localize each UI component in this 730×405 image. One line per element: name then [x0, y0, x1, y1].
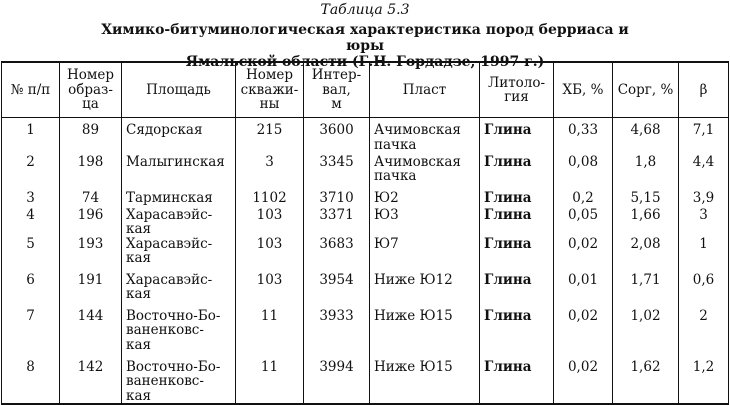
cell-hb: 0,05: [554, 208, 613, 237]
cell-corg: 4,68: [613, 118, 679, 155]
table-row: [2, 360, 729, 405]
cell-area: Сядорская: [122, 118, 236, 155]
cell-corg: 1,71: [613, 273, 679, 309]
table-row: [2, 273, 729, 309]
table-caption: Таблица 5.3: [320, 2, 410, 18]
col-header-area: Площадь: [122, 62, 236, 118]
cell-num: 7: [2, 309, 60, 360]
cell-layer: Ю7: [370, 237, 480, 273]
cell-interval: 3683: [304, 237, 370, 273]
col-header-interval: Интер- вал, м: [304, 62, 370, 118]
cell-area: Малыгинская: [122, 155, 236, 191]
col-header-sample: Номер образ- ца: [60, 62, 122, 118]
cell-beta: 3,9: [679, 191, 729, 208]
cell-corg: 2,08: [613, 237, 679, 273]
cell-well: 215: [236, 118, 304, 155]
cell-layer: Ниже Ю15: [370, 360, 480, 405]
header-row: [2, 62, 729, 118]
col-header-lithology: Литоло- гия: [480, 62, 554, 118]
cell-interval: 3371: [304, 208, 370, 237]
cell-beta: 4,4: [679, 155, 729, 191]
cell-num: 4: [2, 208, 60, 237]
cell-beta: 3: [679, 208, 729, 237]
cell-area: Восточно-Бо- ваненковс- кая: [122, 309, 236, 360]
cell-sample: 198: [60, 155, 122, 191]
cell-sample: 89: [60, 118, 122, 155]
cell-layer: Ю2: [370, 191, 480, 208]
cell-hb: 0,33: [554, 118, 613, 155]
data-table: [1, 61, 729, 405]
cell-num: 3: [2, 191, 60, 208]
cell-well: 3: [236, 155, 304, 191]
col-header-layer: Пласт: [370, 62, 480, 118]
cell-well: 103: [236, 208, 304, 237]
cell-hb: 0,02: [554, 360, 613, 405]
cell-hb: 0,2: [554, 191, 613, 208]
cell-well: 103: [236, 237, 304, 273]
cell-sample: 74: [60, 191, 122, 208]
cell-lithology: Глина: [480, 237, 554, 273]
cell-lithology: Глина: [480, 155, 554, 191]
cell-hb: 0,02: [554, 309, 613, 360]
cell-lithology: Глина: [480, 273, 554, 309]
cell-area: Харасавэйс- кая: [122, 273, 236, 309]
cell-num: 5: [2, 237, 60, 273]
cell-sample: 144: [60, 309, 122, 360]
cell-lithology: Глина: [480, 191, 554, 208]
cell-lithology: Глина: [480, 118, 554, 155]
col-header-hb: ХБ, %: [554, 62, 613, 118]
col-header-beta: β: [679, 62, 729, 118]
cell-interval: 3954: [304, 273, 370, 309]
cell-hb: 0,01: [554, 273, 613, 309]
cell-num: 6: [2, 273, 60, 309]
cell-interval: 3345: [304, 155, 370, 191]
cell-hb: 0,08: [554, 155, 613, 191]
cell-interval: 3710: [304, 191, 370, 208]
title-line-1: Химико-битуминологическая характеристика пород берриаса и юры: [101, 22, 629, 54]
cell-area: Тарминская: [122, 191, 236, 208]
cell-well: 11: [236, 360, 304, 405]
cell-beta: 1: [679, 237, 729, 273]
cell-corg: 1,62: [613, 360, 679, 405]
cell-num: 1: [2, 118, 60, 155]
cell-lithology: Глина: [480, 309, 554, 360]
table-row: [2, 155, 729, 191]
table-body: [2, 118, 729, 405]
title-line-2: Ямальской области (Г.Н. Гордадзе, 1997 г.): [185, 54, 545, 70]
cell-sample: 191: [60, 273, 122, 309]
cell-area: Харасавэйс- кая: [122, 208, 236, 237]
table-row: [2, 309, 729, 360]
cell-layer: Ниже Ю15: [370, 309, 480, 360]
cell-num: 8: [2, 360, 60, 405]
cell-well: 11: [236, 309, 304, 360]
cell-corg: 1,02: [613, 309, 679, 360]
col-header-num: № п/п: [2, 62, 60, 118]
cell-corg: 1,8: [613, 155, 679, 191]
cell-lithology: Глина: [480, 360, 554, 405]
cell-layer: Ниже Ю12: [370, 273, 480, 309]
cell-beta: 2: [679, 309, 729, 360]
cell-lithology: Глина: [480, 208, 554, 237]
cell-sample: 196: [60, 208, 122, 237]
cell-beta: 0,6: [679, 273, 729, 309]
table-row: [2, 237, 729, 273]
cell-interval: 3994: [304, 360, 370, 405]
col-header-well: Номер скважи- ны: [236, 62, 304, 118]
col-header-corg: Cорг, %: [613, 62, 679, 118]
cell-sample: 193: [60, 237, 122, 273]
cell-beta: 7,1: [679, 118, 729, 155]
cell-area: Харасавэйс- кая: [122, 237, 236, 273]
cell-interval: 3933: [304, 309, 370, 360]
cell-layer: Ачимовская пачка: [370, 155, 480, 191]
cell-layer: Ю3: [370, 208, 480, 237]
cell-well: 1102: [236, 191, 304, 208]
cell-num: 2: [2, 155, 60, 191]
table-row: [2, 118, 729, 155]
cell-corg: 1,66: [613, 208, 679, 237]
table-row: [2, 191, 729, 208]
cell-corg: 5,15: [613, 191, 679, 208]
cell-interval: 3600: [304, 118, 370, 155]
cell-layer: Ачимовская пачка: [370, 118, 480, 155]
table-row: [2, 208, 729, 237]
cell-beta: 1,2: [679, 360, 729, 405]
cell-hb: 0,02: [554, 237, 613, 273]
cell-sample: 142: [60, 360, 122, 405]
cell-area: Восточно-Бо- ваненковс- кая: [122, 360, 236, 405]
cell-well: 103: [236, 273, 304, 309]
